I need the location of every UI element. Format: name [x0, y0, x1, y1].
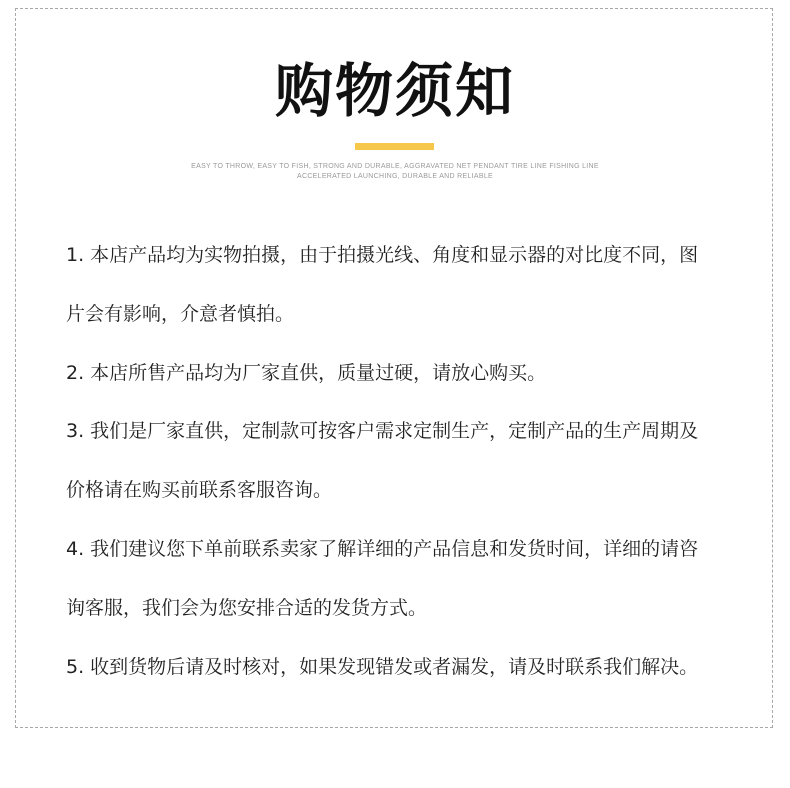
title-underline-accent	[355, 143, 434, 150]
notice-line-6: 4. 我们建议您下单前联系卖家了解详细的产品信息和发货时间，详细的请咨	[66, 537, 699, 560]
notice-list	[66, 236, 736, 706]
notice-line-8: 5. 收到货物后请及时核对，如果发现错发或者漏发，请及时联系我们解决。	[66, 655, 699, 678]
subtitle-line-1: EASY TO THROW, EASY TO FISH, STRONG AND DURABLE, AGGRAVATED NET PENDANT TIRE LINE FISHING LINE	[191, 163, 599, 170]
subtitle-line-2: ACCELERATED LAUNCHING, DURABLE AND RELIABLE	[297, 173, 493, 180]
page-title: 购物须知	[274, 57, 515, 125]
notice-line-2: 片会有影响，介意者慎拍。	[66, 302, 295, 325]
notice-line-3: 2. 本店所售产品均为厂家直供，质量过硬，请放心购买。	[66, 361, 547, 384]
notice-line-7: 询客服，我们会为您安排合适的发货方式。	[66, 596, 428, 619]
notice-line-1: 1. 本店产品均为实物拍摄，由于拍摄光线、角度和显示器的对比度不同，图	[66, 244, 699, 266]
english-subtitle	[0, 162, 790, 182]
notice-line-5: 价格请在购买前联系客服咨询。	[66, 479, 333, 502]
notice-line-4: 3. 我们是厂家直供，定制款可按客户需求定制生产，定制产品的生产周期及	[66, 420, 699, 443]
